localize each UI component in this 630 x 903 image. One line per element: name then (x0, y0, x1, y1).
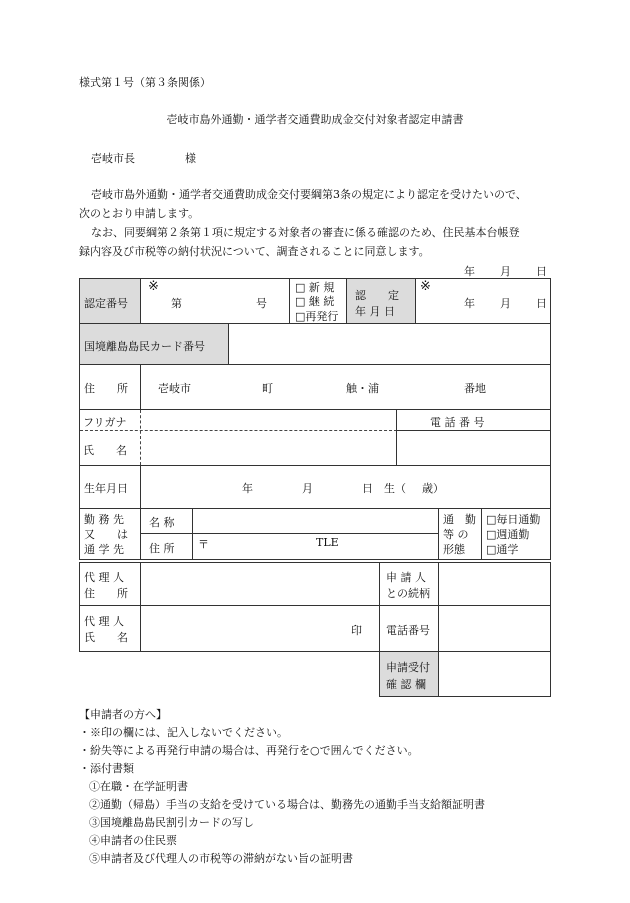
agent-name-field[interactable] (140, 605, 380, 652)
notes-heading: 【申請者の方へ】 (79, 708, 167, 721)
type-continue-checkbox[interactable]: □ 継 続 (295, 295, 335, 308)
cert-year: 年 (464, 297, 475, 310)
attachment-item: ③国境離島島民割引カードの写し (89, 816, 254, 829)
admin-mark-2: ※ (420, 279, 431, 294)
cert-number-label-cell (79, 278, 141, 324)
address-banchi: 番地 (464, 382, 486, 395)
phone-label: 電 話 番 号 (430, 416, 485, 429)
cert-go: 号 (256, 297, 267, 310)
commute-daily-checkbox[interactable]: □毎日通勤 (486, 513, 541, 526)
cert-date-label-1: 認 定 (355, 289, 399, 302)
wp-name-field[interactable] (192, 508, 439, 534)
attachment-item: ②通勤（帰島）手当の支給を受けている場合は、勤務先の通勤手当支給額証明書 (89, 798, 485, 811)
form-number: 様式第１号（第３条関係） (79, 76, 211, 89)
birth-year: 年 (242, 482, 253, 495)
date-month: 月 (500, 265, 511, 278)
commute-options-cell (481, 508, 551, 560)
receipt-label-1: 申請受付 (386, 661, 430, 674)
birth-label-cell (79, 465, 141, 509)
cert-number-field[interactable] (140, 278, 290, 324)
agent-phone-label: 電話番号 (386, 624, 430, 637)
workplace-label-3: 通 学 先 (84, 543, 124, 556)
relation-field[interactable] (438, 562, 551, 606)
cert-date-label-2: 年 月 日 (355, 305, 395, 318)
name-label: 氏 名 (83, 444, 127, 457)
agent-address-label-cell (79, 562, 141, 606)
agent-address-label-2: 住 所 (84, 587, 128, 600)
date-day: 日 (536, 265, 547, 278)
phone-field[interactable] (398, 432, 550, 465)
note-item: ・紛失等による再発行申請の場合は、再発行を○で囲んでください。 (79, 744, 419, 757)
kokkyo-card-label: 国境離島島民カード番号 (84, 340, 205, 353)
intro-line-2: 次のとおり申請します。 (79, 207, 200, 220)
furigana-field[interactable] (142, 411, 395, 429)
attachment-item: ⑤申請者及び代理人の市税等の滞納がない旨の証明書 (89, 852, 353, 865)
cert-date-field[interactable] (415, 278, 551, 324)
address-label: 住 所 (84, 382, 128, 395)
address-town: 町 (262, 382, 273, 395)
agent-name-label-cell (79, 605, 141, 652)
agent-name-label-2: 氏 名 (84, 631, 128, 644)
note-item: ・添付書類 (79, 762, 134, 775)
workplace-label-1: 勤 務 先 (84, 513, 124, 526)
application-type-cell (289, 278, 347, 324)
commute-label-2: 等 の (443, 528, 469, 541)
postal-mark: 〒 (198, 538, 209, 551)
honorific: 様 (185, 152, 196, 165)
type-new-checkbox[interactable]: □ 新 規 (295, 281, 335, 294)
birth-born: 生（ (384, 482, 406, 495)
wp-name-label-cell (140, 508, 193, 534)
kokkyo-card-label-cell (79, 323, 229, 365)
attachment-item: ④申請者の住民票 (89, 834, 177, 847)
wp-address-field[interactable] (192, 533, 439, 560)
cert-dai: 第 (171, 297, 182, 310)
tel-label: TLE (316, 536, 339, 549)
commute-label-3: 形態 (443, 543, 465, 556)
seal-mark: 印 (351, 624, 362, 637)
address-city: 壱岐市 (158, 382, 191, 395)
commute-label-1: 通 勤 (443, 513, 476, 526)
agent-phone-label-cell (379, 605, 439, 652)
address-field[interactable] (140, 364, 551, 410)
name-divider (140, 410, 141, 465)
workplace-label-2: 又 は (84, 528, 128, 541)
cert-month: 月 (500, 297, 511, 310)
page-title: 壱岐市島外通勤・通学者交通費助成金交付対象者認定申請書 (166, 113, 464, 126)
commute-school-checkbox[interactable]: □通学 (486, 543, 519, 556)
agent-name-label-1: 代 理 人 (84, 615, 124, 628)
date-year: 年 (464, 265, 475, 278)
wp-address-label-cell (140, 533, 193, 560)
addressee: 壱岐市長 (91, 152, 135, 165)
wp-name-label: 名 称 (149, 516, 175, 529)
kokkyo-card-field[interactable] (228, 323, 551, 365)
name-field[interactable] (142, 431, 395, 465)
workplace-label-cell (79, 508, 141, 560)
intro-line-3: なお、同要綱第２条第１項に規定する対象者の審査に係る確認のため、住民基本台帳登 (91, 226, 520, 239)
type-reissue-checkbox[interactable]: □再発行 (295, 310, 339, 323)
attachment-item: ①在職・在学証明書 (89, 780, 188, 793)
birth-field[interactable] (140, 465, 551, 509)
commute-weekly-checkbox[interactable]: □週通勤 (486, 528, 530, 541)
birth-age: 歳） (422, 482, 444, 495)
cert-day: 日 (536, 297, 547, 310)
commute-label-cell (438, 508, 482, 560)
birth-day: 日 (362, 482, 373, 495)
intro-line-1: 壱岐市島外通勤・通学者交通費助成金交付要綱第3条の規定により認定を受けたいので、 (91, 188, 527, 201)
relation-label-cell (379, 562, 439, 606)
agent-phone-field[interactable] (438, 605, 551, 652)
agent-address-field[interactable] (140, 562, 380, 606)
admin-mark: ※ (148, 279, 159, 294)
intro-line-4: 録内容及び市税等の納付状況について、調査されることに同意します。 (79, 245, 430, 258)
receipt-field (438, 651, 551, 697)
cert-date-label-cell (346, 278, 416, 324)
receipt-label-2: 確 認 欄 (386, 678, 426, 691)
agent-address-label-1: 代 理 人 (84, 571, 124, 584)
cert-number-label: 認定番号 (84, 297, 128, 310)
receipt-label-cell (379, 651, 439, 697)
note-item: ・※印の欄には、記入しないでください。 (79, 726, 288, 739)
relation-label-1: 申 請 人 (386, 571, 426, 584)
address-fure: 触・浦 (346, 382, 379, 395)
furigana-label: フリガナ (83, 416, 127, 429)
address-label-cell (79, 364, 141, 410)
wp-address-label: 住 所 (149, 542, 175, 555)
phone-divider (396, 430, 551, 431)
birth-label: 生年月日 (84, 482, 128, 495)
relation-label-2: との続柄 (386, 587, 430, 600)
birth-month: 月 (302, 482, 313, 495)
